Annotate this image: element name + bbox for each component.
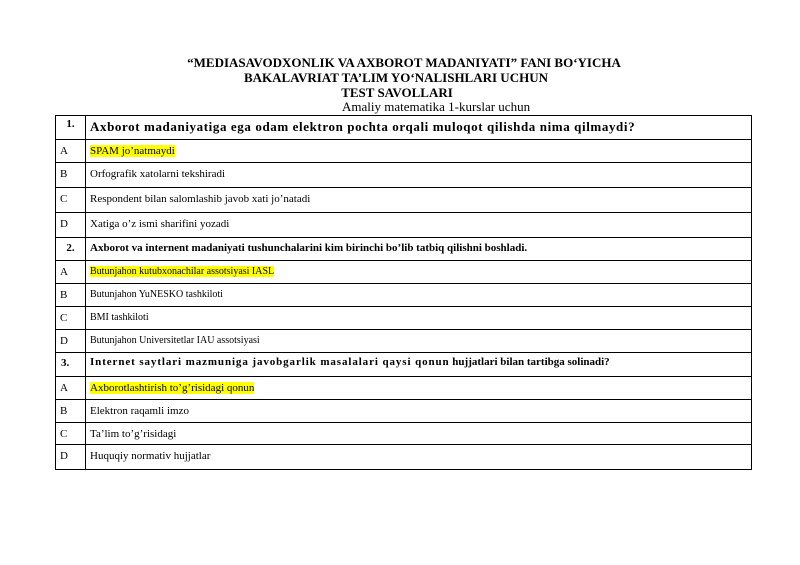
question-row-2: [56, 238, 752, 261]
question-text: Axborot madaniyatiga ega odam elektron pochta orqali muloqot qilishda nima qilmaydi?: [90, 119, 636, 134]
question-text: Axborot va internent madaniyati tushunchalarini kim birinchi bo’lib tatbiq qilishni boshladi.: [90, 242, 528, 254]
answer-text: Huquqiy normativ hujjatlar: [90, 450, 211, 462]
answer-text: Butunjahon Universitetlar IAU assotsiyasi: [90, 335, 260, 346]
answer-text: Ta’lim to’g’risidagi: [90, 428, 177, 440]
answer-text: BMI tashkiloti: [90, 312, 149, 323]
question-number: 1.: [66, 118, 75, 130]
answer-row: [56, 377, 752, 400]
document-title-line1: “MEDIASAVODXONLIK VA AXBOROT MADANIYATI” FANI BO‘YICHA: [187, 55, 621, 70]
question-row-3: [56, 353, 752, 377]
document-title-line3: TEST SAVOLLARI: [341, 85, 453, 100]
answer-label: D: [60, 450, 68, 462]
question-number: 3.: [61, 357, 70, 369]
answer-text: Xatiga o’z ismi sharifini yozadi: [90, 218, 230, 230]
answer-label: A: [60, 145, 68, 157]
answer-label: C: [60, 428, 68, 440]
answer-text: Elektron raqamli imzo: [90, 405, 189, 417]
answer-text-correct: Butunjahon kutubxonachilar assotsiyasi IASL: [90, 266, 275, 277]
answer-row: [56, 400, 752, 423]
answer-row: [56, 307, 752, 330]
answer-label: C: [60, 312, 68, 324]
question-number: 2.: [66, 242, 75, 254]
document-title-line2: BAKALAVRIAT TA’LIM YO‘NALISHLARI UCHUN: [244, 70, 548, 85]
answer-row: [56, 423, 752, 445]
answer-label: D: [60, 335, 68, 347]
answer-label: D: [60, 218, 68, 230]
answer-label: B: [60, 168, 68, 180]
answer-row: [56, 330, 752, 353]
answer-row: [56, 163, 752, 188]
question-text: Internet saytlari mazmuniga javobgarlik masalalari qaysi qonun hujjatlari bilan tartibga solinadi?: [90, 356, 610, 368]
answer-row: [56, 213, 752, 238]
answer-text: Butunjahon YuNESKO tashkiloti: [90, 289, 223, 300]
questions-table: [55, 115, 752, 470]
document-subtitle: Amaliy matematika 1-kurslar uchun: [342, 99, 531, 114]
answer-label: A: [60, 382, 68, 394]
question-row-1: [56, 116, 752, 140]
answer-label: C: [60, 193, 68, 205]
answer-text: Orfografik xatolarni tekshiradi: [90, 168, 226, 180]
answer-text: Respondent bilan salomlashib javob xati jo’natadi: [90, 193, 311, 205]
answer-row: [56, 188, 752, 213]
answer-row: [56, 445, 752, 470]
answer-text-correct: SPAM jo’natmaydi: [90, 145, 175, 157]
answer-text-correct: Axborotlashtirish to’g’risidagi qonun: [90, 382, 255, 394]
answer-label: B: [60, 405, 68, 417]
answer-label: A: [60, 266, 68, 278]
answer-label: B: [60, 289, 68, 301]
answer-row: [56, 261, 752, 284]
answer-row: [56, 140, 752, 163]
answer-row: [56, 284, 752, 307]
